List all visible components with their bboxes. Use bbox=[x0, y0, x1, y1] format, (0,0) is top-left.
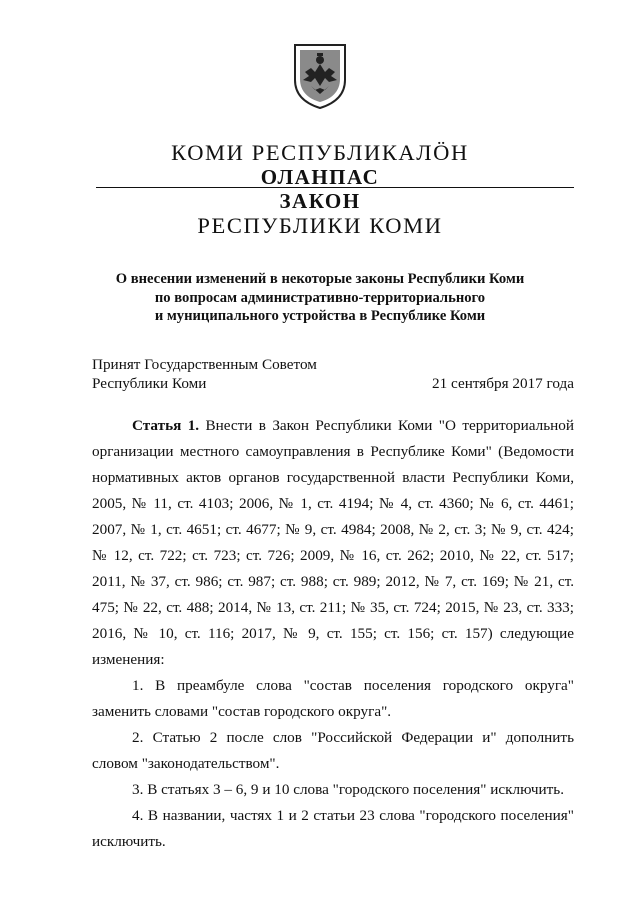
accepted-line: Принят Государственным Советом bbox=[92, 356, 317, 373]
law-title-line: по вопросам административно-территориального bbox=[154, 289, 486, 306]
article-item: 1. В преамбуле слова "состав поселения городского округа" заменить словами "состав городского округа". bbox=[92, 677, 574, 720]
header-divider bbox=[96, 187, 574, 188]
coat-of-arms-komi-icon bbox=[291, 42, 349, 110]
law-title-line: и муниципального устройства в Республике Коми bbox=[154, 308, 486, 324]
law-body bbox=[92, 413, 574, 855]
header-line-3: ЗАКОН bbox=[279, 189, 361, 213]
article-item: 4. В названии, частях 1 и 2 статьи 23 слова "городского поселения" исключить. bbox=[92, 807, 574, 850]
article-item: 3. В статьях 3 – 6, 9 и 10 слова "городского поселения" исключить. bbox=[132, 781, 565, 798]
law-title-line: О внесении изменений в некоторые законы Республики Коми bbox=[115, 271, 525, 287]
accepted-by bbox=[92, 355, 317, 393]
article-label: Статья 1. bbox=[132, 417, 200, 434]
header-line-4: РЕСПУБЛИКИ КОМИ bbox=[197, 213, 443, 238]
accepted-date: 21 сентября 2017 года bbox=[432, 375, 574, 392]
header-line-1: КОМИ РЕСПУБЛИКАЛӦН bbox=[171, 140, 469, 165]
article-paragraph bbox=[92, 413, 574, 673]
law-title bbox=[0, 270, 640, 326]
article-item: 2. Статью 2 после слов "Российской Федерации и" дополнить словом "законодательством". bbox=[92, 729, 574, 772]
article-text: Внести в Закон Республики Коми "О территориальной организации местного самоуправления в Республике Коми" (Ведомости нормативных актов органов государственной власти Республики Коми, 2005, № 11, ст. 4103; 2006, № 1, ст. 4194; № 4, ст. 4360; № 6, ст. 4461; 2007, № 1, ст. 4651; ст. 4677; № 9, ст. 4984; 2008, № 2, ст. 3; № 9, ст. 424; № 12, ст. 722; ст. 723; ст. 726; 2009, № 16, ст. 262; 2010, № 22, ст. 517; 2011, № 37, ст. 986; ст. 987; ст. 988; ст. 989; 2012, № 7, ст. 169; № 21, ст. 475; № 22, ст. 488; 2014, № 13, ст. 211; № 35, ст. 724; 2015, № 23, ст. 333; 2016, № 10, ст. 116; 2017, № 9, ст. 155; ст. 156; ст. 157) следующие изменения: bbox=[92, 417, 574, 668]
accepted-line: Республики Коми bbox=[92, 375, 207, 392]
header-line-2: ОЛАНПАС bbox=[260, 165, 380, 189]
